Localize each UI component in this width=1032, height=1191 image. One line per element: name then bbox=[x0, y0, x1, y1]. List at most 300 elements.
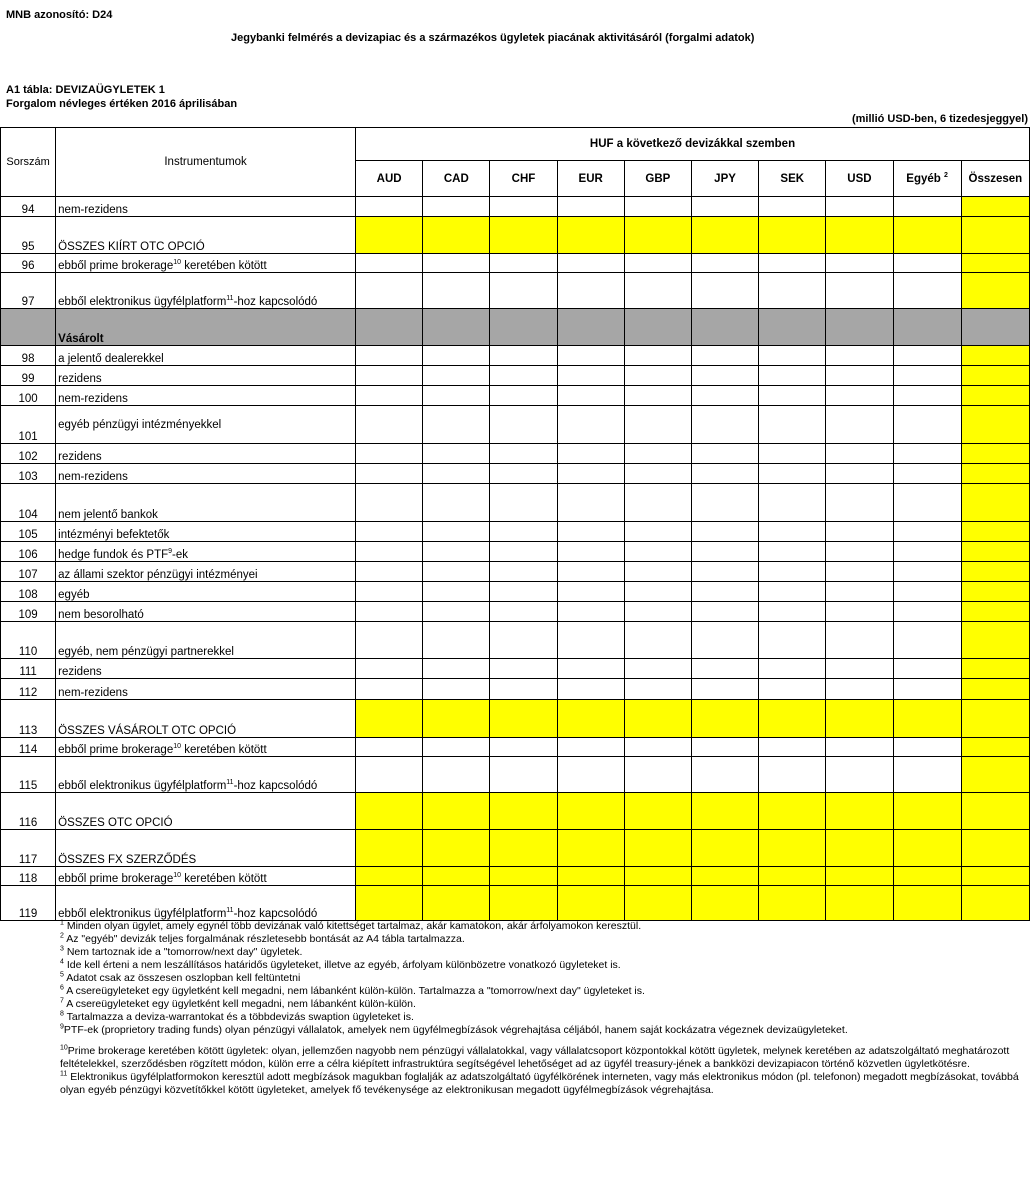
row-label: nem-rezidens bbox=[56, 464, 356, 484]
value-input-cell[interactable] bbox=[423, 793, 490, 830]
value-input-cell[interactable] bbox=[624, 659, 691, 679]
total-input-cell[interactable] bbox=[961, 582, 1029, 602]
value-input-cell[interactable] bbox=[759, 484, 826, 522]
value-input-cell[interactable] bbox=[557, 659, 624, 679]
value-input-cell[interactable] bbox=[356, 542, 423, 562]
row-number: 115 bbox=[1, 757, 56, 793]
value-input-cell[interactable] bbox=[624, 197, 691, 217]
value-input-cell[interactable] bbox=[759, 444, 826, 464]
value-input-cell[interactable] bbox=[826, 886, 893, 921]
row-number: 109 bbox=[1, 602, 56, 622]
value-input-cell[interactable] bbox=[691, 366, 758, 386]
value-input-cell[interactable] bbox=[356, 346, 423, 366]
table-row bbox=[1, 522, 1030, 542]
value-input-cell[interactable] bbox=[624, 886, 691, 921]
value-input-cell[interactable] bbox=[557, 542, 624, 562]
value-input-cell[interactable] bbox=[356, 273, 423, 309]
value-input-cell[interactable] bbox=[691, 679, 758, 700]
value-input-cell[interactable] bbox=[759, 197, 826, 217]
value-input-cell[interactable] bbox=[759, 386, 826, 406]
value-input-cell[interactable] bbox=[893, 346, 961, 366]
value-input-cell[interactable] bbox=[893, 444, 961, 464]
total-input-cell[interactable] bbox=[961, 406, 1029, 444]
value-input-cell[interactable] bbox=[759, 830, 826, 867]
value-input-cell[interactable] bbox=[624, 217, 691, 254]
value-input-cell[interactable] bbox=[490, 757, 557, 793]
value-input-cell[interactable] bbox=[826, 254, 893, 273]
value-input-cell[interactable] bbox=[826, 273, 893, 309]
value-input-cell[interactable] bbox=[691, 659, 758, 679]
value-input-cell[interactable] bbox=[423, 309, 490, 346]
total-input-cell[interactable] bbox=[961, 444, 1029, 464]
total-input-cell[interactable] bbox=[961, 602, 1029, 622]
value-input-cell[interactable] bbox=[826, 197, 893, 217]
value-input-cell[interactable] bbox=[893, 464, 961, 484]
value-input-cell[interactable] bbox=[624, 254, 691, 273]
value-input-cell[interactable] bbox=[826, 542, 893, 562]
value-input-cell[interactable] bbox=[624, 793, 691, 830]
row-number bbox=[1, 309, 56, 346]
row-number: 103 bbox=[1, 464, 56, 484]
value-input-cell[interactable] bbox=[893, 582, 961, 602]
header-currency-sek: SEK bbox=[759, 161, 826, 197]
value-input-cell[interactable] bbox=[691, 738, 758, 757]
row-label: Vásárolt bbox=[56, 309, 356, 346]
value-input-cell[interactable] bbox=[490, 622, 557, 659]
value-input-cell[interactable] bbox=[356, 484, 423, 522]
value-input-cell[interactable] bbox=[557, 562, 624, 582]
value-input-cell[interactable] bbox=[490, 659, 557, 679]
value-input-cell[interactable] bbox=[624, 346, 691, 366]
value-input-cell[interactable] bbox=[691, 867, 758, 886]
value-input-cell[interactable] bbox=[557, 738, 624, 757]
total-input-cell[interactable] bbox=[961, 386, 1029, 406]
value-input-cell[interactable] bbox=[624, 830, 691, 867]
value-input-cell[interactable] bbox=[826, 522, 893, 542]
value-input-cell[interactable] bbox=[826, 757, 893, 793]
value-input-cell[interactable] bbox=[624, 622, 691, 659]
value-input-cell[interactable] bbox=[624, 679, 691, 700]
value-input-cell[interactable] bbox=[557, 444, 624, 464]
value-input-cell[interactable] bbox=[557, 602, 624, 622]
value-input-cell[interactable] bbox=[691, 464, 758, 484]
value-input-cell[interactable] bbox=[624, 444, 691, 464]
value-input-cell[interactable] bbox=[893, 309, 961, 346]
value-input-cell[interactable] bbox=[490, 444, 557, 464]
value-input-cell[interactable] bbox=[423, 738, 490, 757]
value-input-cell[interactable] bbox=[557, 273, 624, 309]
value-input-cell[interactable] bbox=[691, 793, 758, 830]
value-input-cell[interactable] bbox=[759, 738, 826, 757]
value-input-cell[interactable] bbox=[356, 309, 423, 346]
value-input-cell[interactable] bbox=[557, 386, 624, 406]
total-input-cell[interactable] bbox=[961, 366, 1029, 386]
total-input-cell[interactable] bbox=[961, 346, 1029, 366]
value-input-cell[interactable] bbox=[893, 757, 961, 793]
header-currency-group: HUF a következő devizákkal szemben bbox=[356, 128, 1030, 161]
total-input-cell[interactable] bbox=[961, 542, 1029, 562]
total-input-cell[interactable] bbox=[961, 273, 1029, 309]
value-input-cell[interactable] bbox=[759, 700, 826, 738]
table-subtitle: Forgalom névleges értéken 2016 áprilisában bbox=[6, 98, 238, 110]
value-input-cell[interactable] bbox=[826, 582, 893, 602]
value-input-cell[interactable] bbox=[490, 366, 557, 386]
value-input-cell[interactable] bbox=[490, 464, 557, 484]
value-input-cell[interactable] bbox=[759, 346, 826, 366]
value-input-cell[interactable] bbox=[356, 738, 423, 757]
value-input-cell[interactable] bbox=[423, 542, 490, 562]
value-input-cell[interactable] bbox=[826, 366, 893, 386]
value-input-cell[interactable] bbox=[356, 622, 423, 659]
value-input-cell[interactable] bbox=[624, 309, 691, 346]
value-input-cell[interactable] bbox=[423, 406, 490, 444]
total-input-cell[interactable] bbox=[961, 886, 1029, 921]
value-input-cell[interactable] bbox=[691, 309, 758, 346]
row-number: 108 bbox=[1, 582, 56, 602]
row-label: ÖSSZES VÁSÁROLT OTC OPCIÓ bbox=[56, 700, 356, 738]
value-input-cell[interactable] bbox=[759, 562, 826, 582]
value-input-cell[interactable] bbox=[759, 254, 826, 273]
value-input-cell[interactable] bbox=[826, 793, 893, 830]
value-input-cell[interactable] bbox=[557, 757, 624, 793]
value-input-cell[interactable] bbox=[490, 273, 557, 309]
value-input-cell[interactable] bbox=[624, 406, 691, 444]
value-input-cell[interactable] bbox=[490, 562, 557, 582]
value-input-cell[interactable] bbox=[423, 602, 490, 622]
value-input-cell[interactable] bbox=[691, 757, 758, 793]
value-input-cell[interactable] bbox=[356, 406, 423, 444]
value-input-cell[interactable] bbox=[490, 700, 557, 738]
value-input-cell[interactable] bbox=[759, 602, 826, 622]
value-input-cell[interactable] bbox=[826, 346, 893, 366]
value-input-cell[interactable] bbox=[423, 346, 490, 366]
value-input-cell[interactable] bbox=[356, 562, 423, 582]
value-input-cell[interactable] bbox=[557, 217, 624, 254]
value-input-cell[interactable] bbox=[557, 484, 624, 522]
value-input-cell[interactable] bbox=[490, 406, 557, 444]
value-input-cell[interactable] bbox=[691, 484, 758, 522]
value-input-cell[interactable] bbox=[423, 522, 490, 542]
value-input-cell[interactable] bbox=[423, 757, 490, 793]
value-input-cell[interactable] bbox=[490, 542, 557, 562]
total-input-cell[interactable] bbox=[961, 484, 1029, 522]
value-input-cell[interactable] bbox=[423, 886, 490, 921]
value-input-cell[interactable] bbox=[557, 464, 624, 484]
value-input-cell[interactable] bbox=[557, 700, 624, 738]
value-input-cell[interactable] bbox=[759, 867, 826, 886]
value-input-cell[interactable] bbox=[423, 464, 490, 484]
value-input-cell[interactable] bbox=[557, 254, 624, 273]
value-input-cell[interactable] bbox=[893, 406, 961, 444]
value-input-cell[interactable] bbox=[490, 346, 557, 366]
value-input-cell[interactable] bbox=[356, 659, 423, 679]
value-input-cell[interactable] bbox=[557, 366, 624, 386]
value-input-cell[interactable] bbox=[893, 867, 961, 886]
total-input-cell[interactable] bbox=[961, 793, 1029, 830]
value-input-cell[interactable] bbox=[423, 444, 490, 464]
value-input-cell[interactable] bbox=[490, 309, 557, 346]
value-input-cell[interactable] bbox=[624, 273, 691, 309]
value-input-cell[interactable] bbox=[423, 582, 490, 602]
value-input-cell[interactable] bbox=[557, 867, 624, 886]
value-input-cell[interactable] bbox=[490, 738, 557, 757]
value-input-cell[interactable] bbox=[356, 464, 423, 484]
value-input-cell[interactable] bbox=[826, 562, 893, 582]
value-input-cell[interactable] bbox=[893, 273, 961, 309]
value-input-cell[interactable] bbox=[356, 217, 423, 254]
value-input-cell[interactable] bbox=[356, 886, 423, 921]
value-input-cell[interactable] bbox=[691, 217, 758, 254]
value-input-cell[interactable] bbox=[826, 464, 893, 484]
value-input-cell[interactable] bbox=[423, 830, 490, 867]
value-input-cell[interactable] bbox=[826, 444, 893, 464]
value-input-cell[interactable] bbox=[691, 622, 758, 659]
value-input-cell[interactable] bbox=[826, 309, 893, 346]
header-currency-jpy: JPY bbox=[691, 161, 758, 197]
value-input-cell[interactable] bbox=[356, 757, 423, 793]
value-input-cell[interactable] bbox=[423, 679, 490, 700]
row-label: nem-rezidens bbox=[56, 386, 356, 406]
value-input-cell[interactable] bbox=[759, 582, 826, 602]
value-input-cell[interactable] bbox=[624, 700, 691, 738]
value-input-cell[interactable] bbox=[557, 679, 624, 700]
row-number: 111 bbox=[1, 659, 56, 679]
value-input-cell[interactable] bbox=[826, 659, 893, 679]
value-input-cell[interactable] bbox=[826, 679, 893, 700]
value-input-cell[interactable] bbox=[423, 867, 490, 886]
value-input-cell[interactable] bbox=[893, 659, 961, 679]
value-input-cell[interactable] bbox=[893, 217, 961, 254]
value-input-cell[interactable] bbox=[624, 522, 691, 542]
value-input-cell[interactable] bbox=[490, 602, 557, 622]
value-input-cell[interactable] bbox=[893, 622, 961, 659]
value-input-cell[interactable] bbox=[893, 602, 961, 622]
value-input-cell[interactable] bbox=[423, 217, 490, 254]
total-input-cell[interactable] bbox=[961, 830, 1029, 867]
value-input-cell[interactable] bbox=[691, 197, 758, 217]
value-input-cell[interactable] bbox=[490, 830, 557, 867]
value-input-cell[interactable] bbox=[826, 406, 893, 444]
row-number: 101 bbox=[1, 406, 56, 444]
total-input-cell[interactable] bbox=[961, 522, 1029, 542]
value-input-cell[interactable] bbox=[356, 867, 423, 886]
value-input-cell[interactable] bbox=[490, 197, 557, 217]
value-input-cell[interactable] bbox=[624, 582, 691, 602]
value-input-cell[interactable] bbox=[557, 886, 624, 921]
value-input-cell[interactable] bbox=[826, 484, 893, 522]
total-input-cell[interactable] bbox=[961, 254, 1029, 273]
value-input-cell[interactable] bbox=[356, 444, 423, 464]
value-input-cell[interactable] bbox=[624, 867, 691, 886]
value-input-cell[interactable] bbox=[423, 254, 490, 273]
value-input-cell[interactable] bbox=[356, 679, 423, 700]
value-input-cell[interactable] bbox=[691, 542, 758, 562]
value-input-cell[interactable] bbox=[490, 793, 557, 830]
row-label: az állami szektor pénzügyi intézményei bbox=[56, 562, 356, 582]
total-input-cell[interactable] bbox=[961, 197, 1029, 217]
value-input-cell[interactable] bbox=[624, 386, 691, 406]
row-number: 105 bbox=[1, 522, 56, 542]
value-input-cell[interactable] bbox=[356, 366, 423, 386]
value-input-cell[interactable] bbox=[893, 830, 961, 867]
value-input-cell[interactable] bbox=[759, 309, 826, 346]
value-input-cell[interactable] bbox=[356, 793, 423, 830]
value-input-cell[interactable] bbox=[893, 562, 961, 582]
value-input-cell[interactable] bbox=[423, 366, 490, 386]
value-input-cell[interactable] bbox=[893, 542, 961, 562]
value-input-cell[interactable] bbox=[624, 738, 691, 757]
value-input-cell[interactable] bbox=[356, 197, 423, 217]
value-input-cell[interactable] bbox=[893, 197, 961, 217]
value-input-cell[interactable] bbox=[759, 757, 826, 793]
value-input-cell[interactable] bbox=[490, 886, 557, 921]
value-input-cell[interactable] bbox=[557, 197, 624, 217]
value-input-cell[interactable] bbox=[490, 254, 557, 273]
value-input-cell[interactable] bbox=[557, 793, 624, 830]
value-input-cell[interactable] bbox=[691, 830, 758, 867]
value-input-cell[interactable] bbox=[759, 406, 826, 444]
value-input-cell[interactable] bbox=[893, 700, 961, 738]
total-input-cell[interactable] bbox=[961, 464, 1029, 484]
total-input-cell[interactable] bbox=[961, 679, 1029, 700]
value-input-cell[interactable] bbox=[490, 484, 557, 522]
value-input-cell[interactable] bbox=[826, 386, 893, 406]
value-input-cell[interactable] bbox=[423, 386, 490, 406]
value-input-cell[interactable] bbox=[893, 484, 961, 522]
value-input-cell[interactable] bbox=[423, 659, 490, 679]
value-input-cell[interactable] bbox=[759, 273, 826, 309]
value-input-cell[interactable] bbox=[423, 197, 490, 217]
value-input-cell[interactable] bbox=[893, 254, 961, 273]
value-input-cell[interactable] bbox=[691, 254, 758, 273]
value-input-cell[interactable] bbox=[691, 522, 758, 542]
value-input-cell[interactable] bbox=[759, 464, 826, 484]
value-input-cell[interactable] bbox=[826, 738, 893, 757]
value-input-cell[interactable] bbox=[356, 522, 423, 542]
value-input-cell[interactable] bbox=[691, 273, 758, 309]
value-input-cell[interactable] bbox=[490, 679, 557, 700]
value-input-cell[interactable] bbox=[356, 602, 423, 622]
value-input-cell[interactable] bbox=[557, 346, 624, 366]
table-row bbox=[1, 309, 1030, 346]
value-input-cell[interactable] bbox=[759, 522, 826, 542]
value-input-cell[interactable] bbox=[893, 886, 961, 921]
value-input-cell[interactable] bbox=[759, 217, 826, 254]
value-input-cell[interactable] bbox=[759, 542, 826, 562]
value-input-cell[interactable] bbox=[691, 700, 758, 738]
table-row bbox=[1, 867, 1030, 886]
table-row bbox=[1, 273, 1030, 309]
row-number: 97 bbox=[1, 273, 56, 309]
value-input-cell[interactable] bbox=[759, 622, 826, 659]
value-input-cell[interactable] bbox=[826, 622, 893, 659]
value-input-cell[interactable] bbox=[557, 582, 624, 602]
total-input-cell[interactable] bbox=[961, 622, 1029, 659]
value-input-cell[interactable] bbox=[759, 886, 826, 921]
value-input-cell[interactable] bbox=[893, 386, 961, 406]
value-input-cell[interactable] bbox=[826, 867, 893, 886]
value-input-cell[interactable] bbox=[490, 582, 557, 602]
total-input-cell[interactable] bbox=[961, 309, 1029, 346]
value-input-cell[interactable] bbox=[691, 444, 758, 464]
value-input-cell[interactable] bbox=[423, 562, 490, 582]
value-input-cell[interactable] bbox=[624, 602, 691, 622]
value-input-cell[interactable] bbox=[557, 406, 624, 444]
value-input-cell[interactable] bbox=[423, 700, 490, 738]
table-row bbox=[1, 346, 1030, 366]
value-input-cell[interactable] bbox=[893, 366, 961, 386]
value-input-cell[interactable] bbox=[893, 793, 961, 830]
total-input-cell[interactable] bbox=[961, 867, 1029, 886]
total-input-cell[interactable] bbox=[961, 562, 1029, 582]
value-input-cell[interactable] bbox=[893, 679, 961, 700]
value-input-cell[interactable] bbox=[759, 659, 826, 679]
row-number: 100 bbox=[1, 386, 56, 406]
value-input-cell[interactable] bbox=[356, 386, 423, 406]
value-input-cell[interactable] bbox=[490, 867, 557, 886]
total-input-cell[interactable] bbox=[961, 217, 1029, 254]
value-input-cell[interactable] bbox=[356, 254, 423, 273]
value-input-cell[interactable] bbox=[691, 602, 758, 622]
row-number: 117 bbox=[1, 830, 56, 867]
row-label: intézményi befektetők bbox=[56, 522, 356, 542]
value-input-cell[interactable] bbox=[691, 346, 758, 366]
value-input-cell[interactable] bbox=[356, 700, 423, 738]
value-input-cell[interactable] bbox=[624, 484, 691, 522]
value-input-cell[interactable] bbox=[826, 700, 893, 738]
value-input-cell[interactable] bbox=[624, 757, 691, 793]
value-input-cell[interactable] bbox=[557, 622, 624, 659]
value-input-cell[interactable] bbox=[557, 522, 624, 542]
header-other: Egyéb $^2$ bbox=[893, 161, 961, 197]
value-input-cell[interactable] bbox=[691, 582, 758, 602]
value-input-cell[interactable] bbox=[423, 484, 490, 522]
value-input-cell[interactable] bbox=[826, 830, 893, 867]
value-input-cell[interactable] bbox=[826, 217, 893, 254]
value-input-cell[interactable] bbox=[624, 464, 691, 484]
value-input-cell[interactable] bbox=[826, 602, 893, 622]
total-input-cell[interactable] bbox=[961, 738, 1029, 757]
value-input-cell[interactable] bbox=[691, 886, 758, 921]
value-input-cell[interactable] bbox=[893, 522, 961, 542]
value-input-cell[interactable] bbox=[691, 406, 758, 444]
row-label: rezidens bbox=[56, 444, 356, 464]
value-input-cell[interactable] bbox=[759, 366, 826, 386]
value-input-cell[interactable] bbox=[624, 542, 691, 562]
value-input-cell[interactable] bbox=[490, 386, 557, 406]
value-input-cell[interactable] bbox=[423, 622, 490, 659]
total-input-cell[interactable] bbox=[961, 757, 1029, 793]
value-input-cell[interactable] bbox=[691, 562, 758, 582]
value-input-cell[interactable] bbox=[356, 582, 423, 602]
value-input-cell[interactable] bbox=[893, 738, 961, 757]
total-input-cell[interactable] bbox=[961, 659, 1029, 679]
value-input-cell[interactable] bbox=[557, 830, 624, 867]
value-input-cell[interactable] bbox=[557, 309, 624, 346]
value-input-cell[interactable] bbox=[624, 366, 691, 386]
value-input-cell[interactable] bbox=[356, 830, 423, 867]
value-input-cell[interactable] bbox=[759, 679, 826, 700]
value-input-cell[interactable] bbox=[691, 386, 758, 406]
footnote: $^6$ A csereügyleteket egy ügyletként kell megadni, nem lábanként külön-külön. Tartalmazza a "tomorrow/next day" ügyleteket is. bbox=[60, 984, 645, 997]
value-input-cell[interactable] bbox=[423, 273, 490, 309]
value-input-cell[interactable] bbox=[490, 522, 557, 542]
total-input-cell[interactable] bbox=[961, 700, 1029, 738]
value-input-cell[interactable] bbox=[624, 562, 691, 582]
value-input-cell[interactable] bbox=[759, 793, 826, 830]
row-label: ebből prime brokerage$^{10}$ keretében kötött bbox=[56, 738, 356, 757]
value-input-cell[interactable] bbox=[490, 217, 557, 254]
